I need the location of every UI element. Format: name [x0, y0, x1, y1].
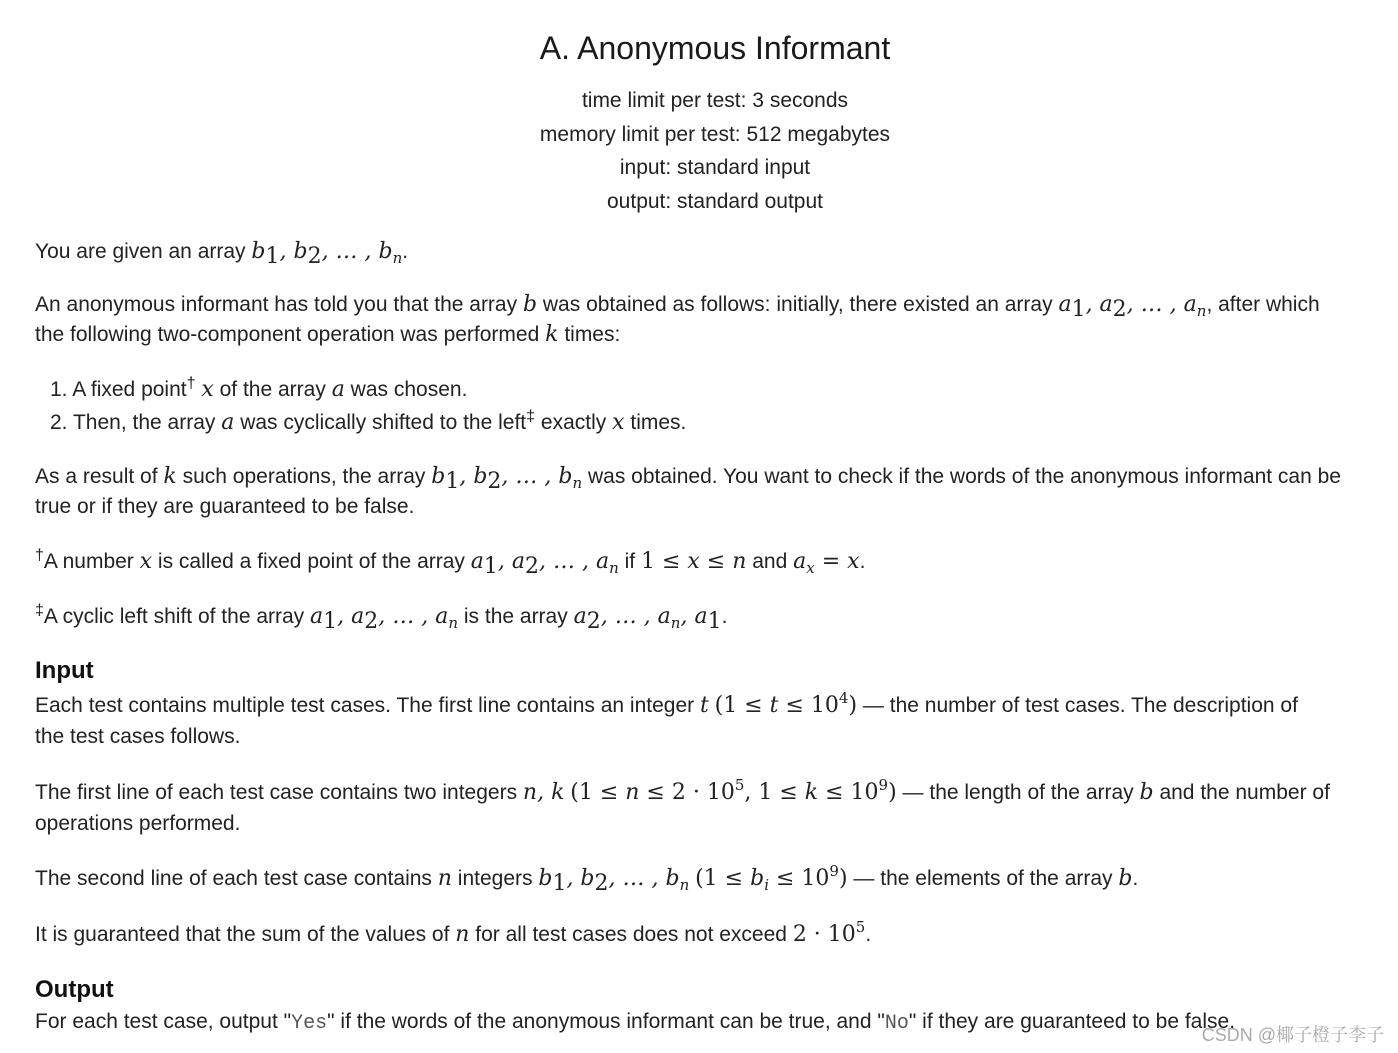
text: The second line of each test case contains — [35, 867, 432, 890]
statement-paragraph-3: As a result of k such operations, the array $b_1$, $b_2$, … , $b_n$ was obtained. You want to check if the words of the anonymous informant can be — [35, 464, 1341, 494]
text: is the array — [463, 605, 568, 628]
text: was obtained. You want to check if the words of the anonymous informant can be — [588, 465, 1341, 488]
text: of the array — [219, 378, 326, 401]
input-line-2: The first line of each test case contains two integers n, k ($1 \le n \le 2 \cdot 10^5$, $1 \le k \le 10^9$) — the length of the array b and the number of — [35, 776, 1330, 805]
text: It is guaranteed that the sum of the values of — [35, 923, 450, 946]
text: A cyclic left shift of the array — [43, 605, 305, 628]
statement-paragraph-3-line-2 — [35, 491, 1395, 522]
text: integers — [457, 867, 533, 890]
input-spec: input: standard input — [619, 156, 811, 179]
text: was cyclically shifted to the left — [240, 411, 527, 434]
text: and the number of — [1159, 781, 1330, 804]
text: " if they are guaranteed to be false. — [908, 1010, 1236, 1033]
text: for all test cases does not exceed — [475, 923, 787, 946]
output-heading: Output — [35, 976, 114, 1003]
problem-limits — [0, 84, 1398, 218]
text: such operations, the array — [182, 465, 426, 488]
text: 1. A fixed point — [50, 378, 187, 401]
text: was obtained as follows: initially, there existed an array — [542, 293, 1053, 316]
text: — the length of the array — [902, 781, 1134, 804]
text: is called a fixed point of the array — [157, 550, 465, 573]
watermark: CSDN @椰子橙子李子 — [1201, 1025, 1384, 1045]
statement-paragraph-1: You are given an array $b_1$, $b_2$, … , $b_n$. — [35, 239, 409, 269]
input-line-1: Each test contains multiple test cases. The first line contains an integer t $(1 \le t \le 10^4)$ — the number of test cases. The description of — [35, 689, 1298, 718]
text: and — [752, 550, 788, 573]
operation-list — [50, 373, 686, 439]
text: true or if they are guaranteed to be false. — [35, 495, 415, 518]
text: the test cases follows. — [35, 725, 241, 748]
text: You are given an array — [35, 240, 246, 263]
text: An anonymous informant has told you that the array — [35, 293, 518, 316]
text: 2. Then, the array — [50, 411, 216, 434]
memory-limit: memory limit per test: 512 megabytes — [539, 122, 891, 146]
text: , after which — [1206, 293, 1320, 316]
output-spec: output: standard output — [607, 189, 823, 213]
double-dagger-mark: ‡ — [35, 602, 44, 619]
no-token: No — [884, 1012, 909, 1035]
text: exactly — [540, 411, 607, 434]
yes-token: Yes — [291, 1012, 328, 1035]
dagger-mark: † — [186, 375, 196, 392]
text: " if the words of the anonymous informant can be true, and " — [327, 1010, 885, 1033]
input-line-3: The second line of each test case contains n integers $b_1$, $b_2$, … , $b_n$ $(1 \le b_i \le 10^9)$ — the elements of the array b. — [35, 862, 1139, 896]
input-heading: Input — [35, 657, 94, 684]
footnote-fixed-point: †A number x is called a fixed point of the array $a_1$, $a_2$, … , $a_n$ if 1 ≤ x ≤ n and $a_x = x$. — [35, 547, 866, 579]
list-item: 1. A fixed point† x of the array a was chosen. — [50, 375, 468, 402]
text: A number — [43, 550, 134, 573]
double-dagger-mark: ‡ — [526, 408, 536, 425]
text: operations performed. — [35, 812, 241, 835]
text: For each test case, output " — [35, 1010, 292, 1033]
input-line-2b — [35, 808, 1395, 839]
problem-title: A. Anonymous Informant — [539, 30, 891, 66]
input-line-1b — [35, 721, 1395, 752]
statement-paragraph-2: An anonymous informant has told you that the array b was obtained as follows: initially, there existed an array $a_1$, $a_2$, … , $a_n$, after which — [35, 292, 1320, 322]
text: — the elements of the array — [853, 867, 1113, 890]
text: As a result of — [35, 465, 158, 488]
text: if — [624, 550, 636, 573]
time-limit: time limit per test: 3 seconds — [581, 89, 849, 112]
output-line — [35, 1006, 1395, 1039]
dagger-mark: † — [35, 547, 44, 564]
text: the following two-component operation was performed — [35, 323, 540, 346]
text: — the number of test cases. The description of — [862, 694, 1298, 717]
statement-paragraph-2-line-2: the following two-component operation was performed k times: — [35, 322, 621, 347]
footnote-cyclic-shift: ‡A cyclic left shift of the array $a_1$, $a_2$, … , $a_n$ is the array $a_2$, … , $a_n$, $a_1$. — [35, 602, 728, 634]
text: was chosen. — [350, 378, 468, 401]
input-line-4: It is guaranteed that the sum of the values of n for all test cases does not exceed $2 \cdot 10^5$. — [35, 918, 872, 947]
text: The first line of each test case contains two integers — [35, 781, 518, 804]
text: times: — [564, 323, 621, 346]
list-item: 2. Then, the array a was cyclically shifted to the left‡ exactly x times. — [50, 408, 687, 435]
text: times. — [630, 411, 687, 434]
text: Each test contains multiple test cases. The first line contains an integer — [35, 694, 695, 717]
